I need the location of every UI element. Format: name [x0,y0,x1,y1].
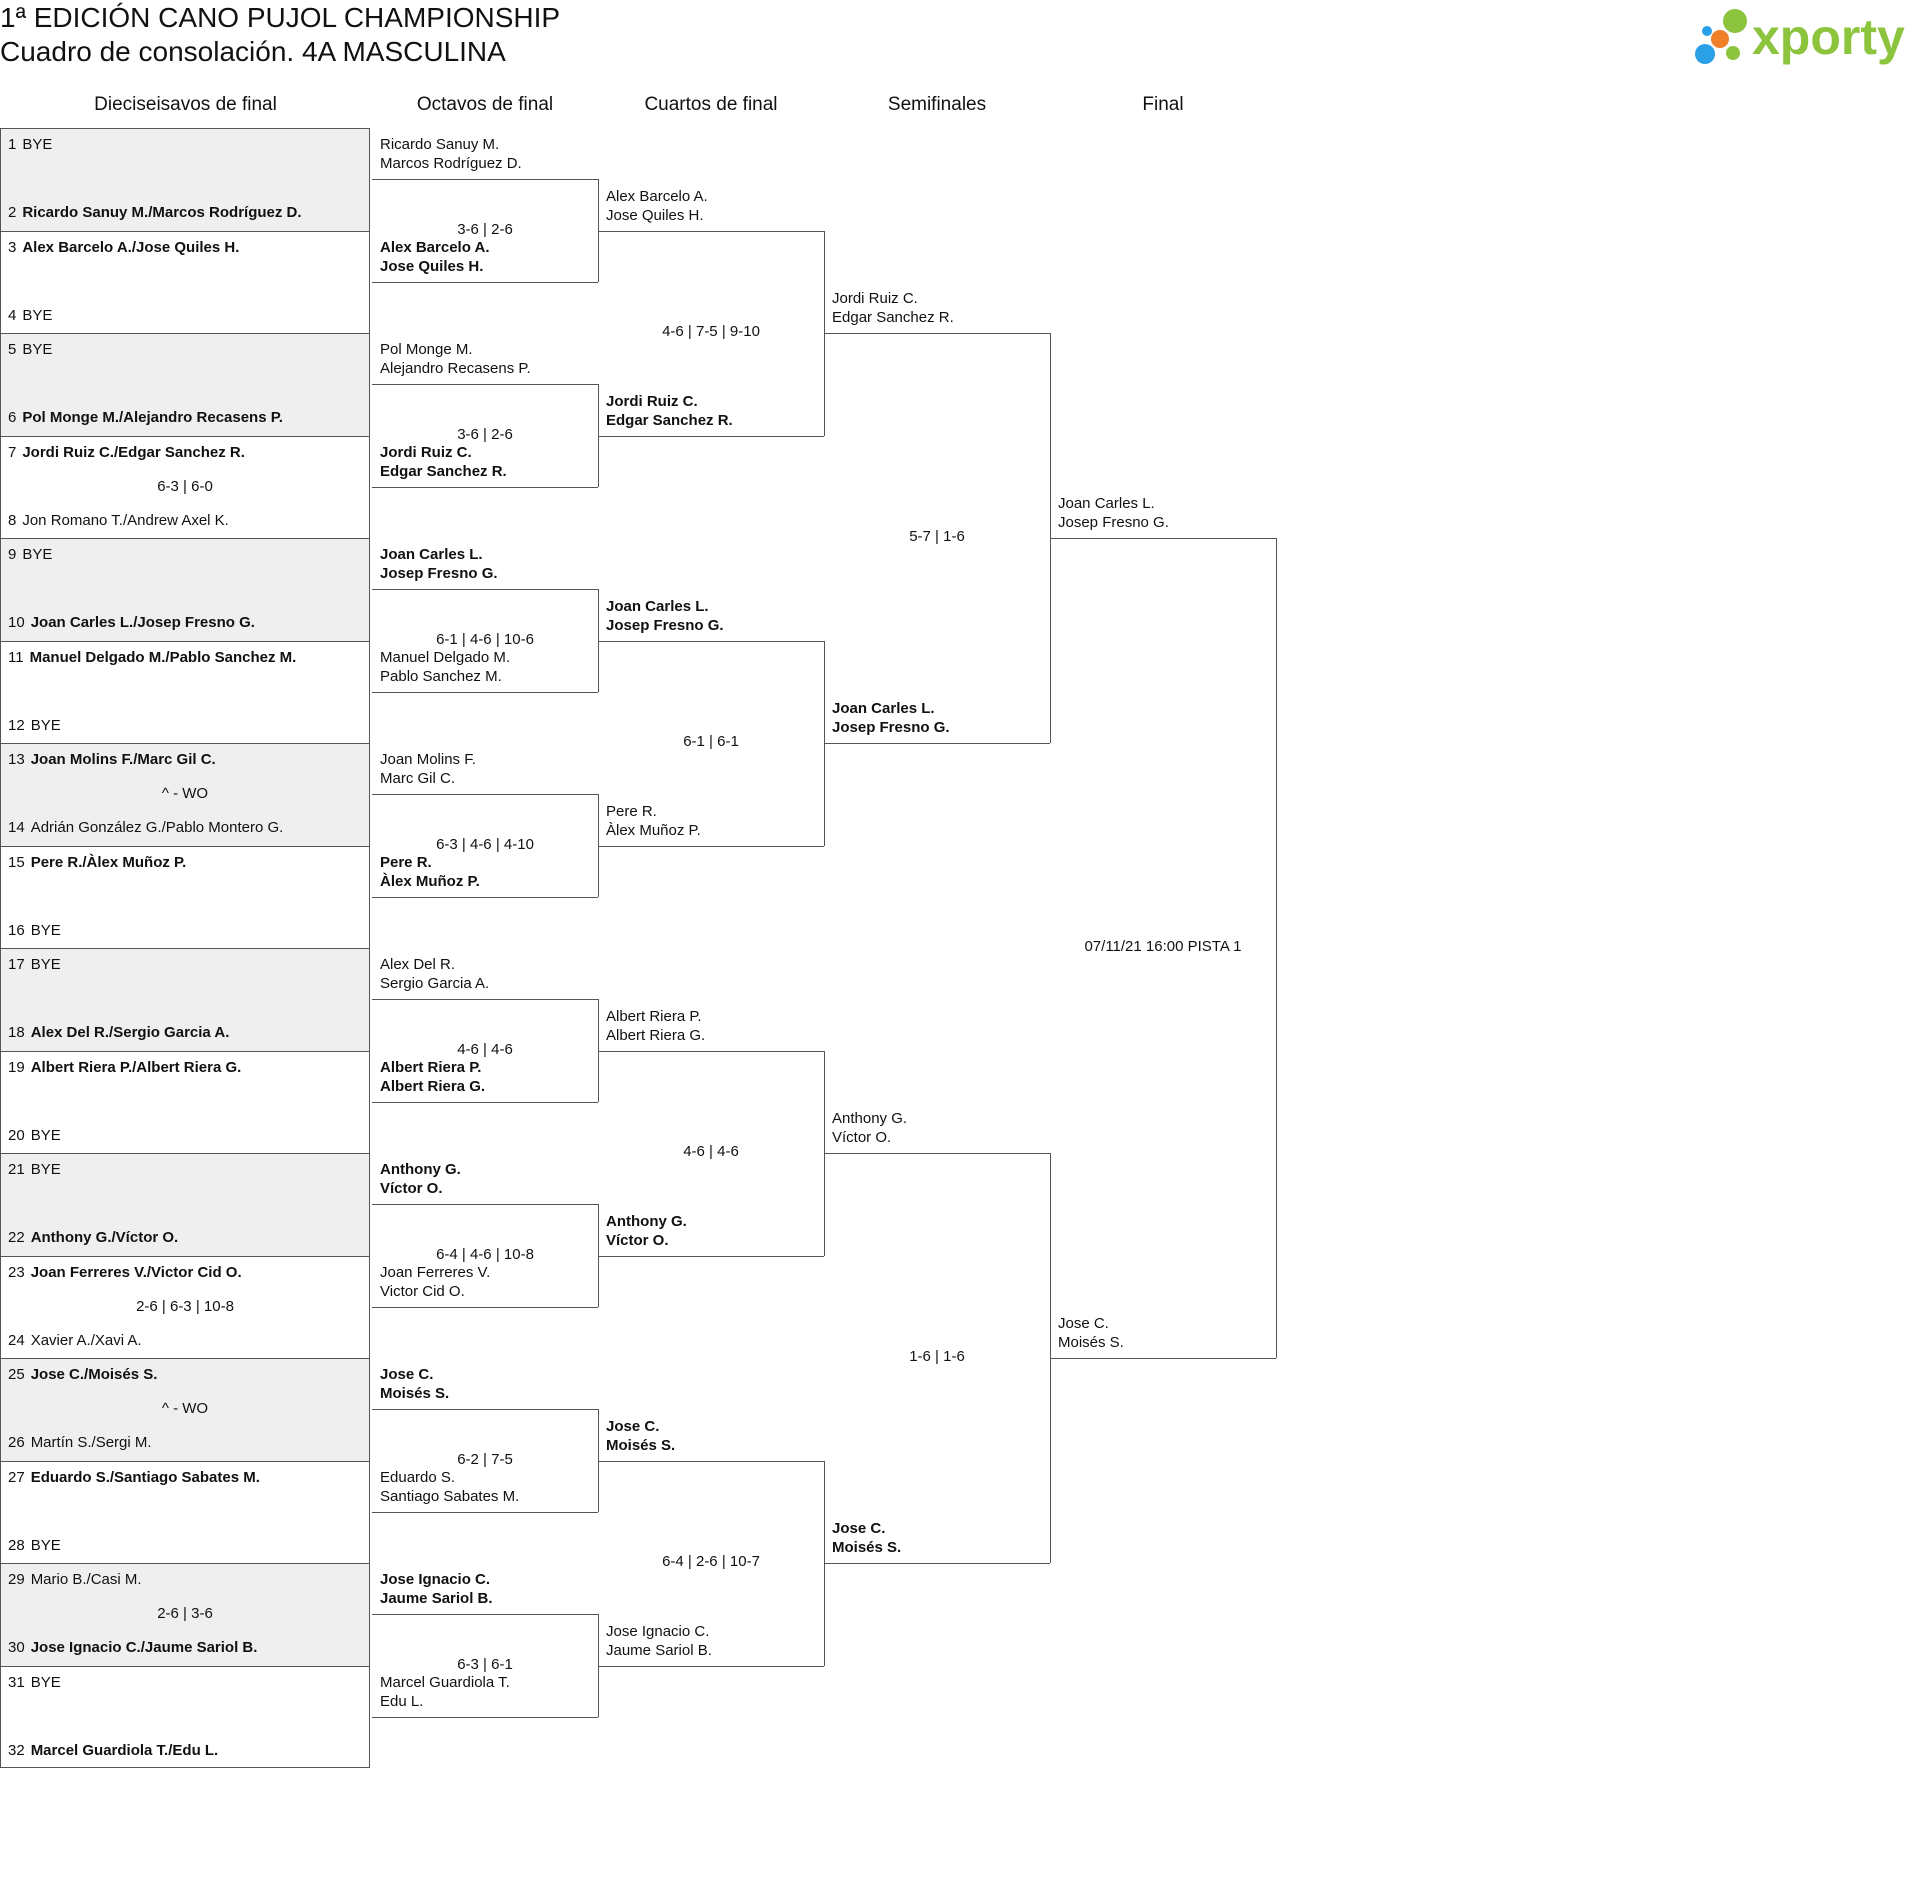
match-score: ^ - WO [161,1400,209,1417]
match-score: 5-7 | 1-6 [909,528,965,545]
seed-entry [8,1059,241,1077]
bracket-line [598,1461,824,1462]
seed-team-name: BYE [30,1536,61,1554]
participant-name: Josep Fresno G. [832,719,950,736]
seed-entry [8,649,296,667]
logo-text: xporty [1752,9,1905,65]
seed-entry [8,546,52,564]
participant-name: Joan Carles L. [832,700,935,717]
seed-entry [8,341,52,359]
seed-entry [8,1332,142,1350]
match-score: 4-6 | 4-6 [457,1040,513,1058]
participant-name: Alejandro Recasens P. [380,360,531,378]
seed-entry [8,1127,61,1145]
participant-name: Àlex Muñoz P. [380,872,480,890]
bracket-line [372,897,598,898]
match-score: 6-1 | 6-1 [683,733,739,750]
match-score: 2-6 | 6-3 | 10-8 [136,1297,234,1315]
seed-number: 24 [8,1331,25,1349]
bracket-line [598,1051,824,1052]
match-score: ^ - WO [161,785,209,802]
participant-name: Eduardo S. [380,1468,456,1486]
participant-name: Víctor O. [606,1231,669,1249]
seed-number: 15 [8,853,25,871]
participant-name: Josep Fresno G. [606,616,724,634]
round-heading: Semifinales [887,94,987,115]
match-score: 6-4 | 2-6 | 10-7 [662,1553,760,1570]
participant-name: Albert Riera P. [380,1058,482,1076]
seed-number: 27 [8,1468,25,1486]
seed-team-name: Martín S./Sergi M. [30,1434,152,1451]
participant-name: Alex Barcelo A. [606,187,708,205]
participant-name: Jose C. [606,1417,660,1435]
seed-entry [8,922,61,940]
seed-team-name: Alex Barcelo A./Jose Quiles H. [22,238,240,256]
participant-name: Jaume Sariol B. [606,1641,712,1659]
participant-name: Joan Carles L. [606,597,709,615]
seed-team-name: BYE [22,306,53,324]
participant-name: Jose C. [380,1366,434,1384]
participant-name: Marcel Guardiola T. [380,1673,510,1691]
participant-name: Albert Riera G. [606,1026,706,1044]
bracket-line [372,1409,598,1410]
seed-entry [8,444,245,462]
seed-number: 2 [8,204,17,221]
seed-team-name: Jon Romano T./Andrew Axel K. [22,511,229,529]
bracket-line [598,641,824,642]
seed-team-name: BYE [30,716,61,734]
seed-entry [8,1024,229,1042]
seed-team-name: BYE [30,921,61,939]
seed-team-name: Jordi Ruiz C./Edgar Sanchez R. [22,443,245,461]
seed-team-name: Alex Del R./Sergio Garcia A. [30,1024,230,1041]
seed-number: 8 [8,511,17,529]
participant-name: Alex Del R. [380,956,456,974]
participant-name: Jose Quiles H. [380,257,484,275]
seed-team-name: Mario B./Casi M. [30,1571,142,1588]
seed-number: 7 [8,443,17,461]
seed-entry [8,1571,142,1589]
bracket-line [372,282,598,283]
seed-team-name: Joan Ferreres V./Victor Cid O. [30,1263,242,1281]
match-score: 4-6 | 4-6 [683,1143,739,1160]
round-heading: Octavos de final [416,94,554,115]
match-score: 4-6 | 7-5 | 9-10 [662,323,760,340]
participant-name: Jose Ignacio C. [380,1571,491,1589]
participant-name: Joan Ferreres V. [380,1263,491,1281]
seed-team-name: BYE [30,1161,61,1178]
participant-name: Moisés S. [832,1539,902,1556]
participant-name: Alex Barcelo A. [380,238,490,256]
bracket-line [372,1512,598,1513]
match-score: 6-2 | 7-5 [457,1450,513,1468]
seed-number: 32 [8,1741,25,1759]
round-heading: Cuartos de final [644,94,778,115]
seed-entry [8,819,283,837]
round-heading: Final [1142,94,1184,115]
seed-entry [8,1469,260,1487]
participant-name: Pere R. [380,853,432,871]
bracket-line [1050,1358,1276,1359]
seed-team-name: Adrián González G./Pablo Montero G. [30,819,284,836]
seed-team-name: Joan Molins F./Marc Gil C. [30,751,216,768]
participant-name: Edgar Sanchez R. [832,309,954,326]
bracket-line [372,999,598,1000]
participant-name: Anthony G. [380,1161,461,1179]
seed-team-name: BYE [22,136,53,153]
participant-name: Joan Carles L. [1058,495,1155,512]
seed-number: 21 [8,1161,25,1178]
seed-number: 1 [8,136,17,153]
seed-entry [8,717,61,735]
participant-name: Jordi Ruiz C. [380,443,472,461]
seed-number: 19 [8,1058,25,1076]
seed-entry [8,751,216,769]
participant-name: Àlex Muñoz P. [606,821,701,839]
seed-number: 22 [8,1229,25,1246]
match-score: 3-6 | 2-6 [457,220,513,238]
participant-name: Santiago Sabates M. [380,1487,520,1505]
participant-name: Jaume Sariol B. [380,1590,493,1608]
match-score: 3-6 | 2-6 [457,425,513,443]
seed-number: 9 [8,546,17,563]
seed-entry [8,1161,61,1179]
participant-name: Moisés S. [1058,1334,1124,1351]
bracket-line [372,1102,598,1103]
seed-entry [8,1537,61,1555]
seed-entry [8,1366,157,1384]
participant-name: Anthony G. [832,1110,908,1127]
seed-number: 26 [8,1434,25,1451]
participant-name: Anthony G. [606,1212,687,1230]
page-title: 1ª EDICIÓN CANO PUJOL CHAMPIONSHIP [0,2,561,33]
participant-name: Pablo Sanchez M. [380,667,502,685]
seed-number: 30 [8,1639,25,1656]
seed-team-name: BYE [30,1126,61,1144]
seed-number: 25 [8,1366,25,1383]
seed-team-name: Pere R./Àlex Muñoz P. [30,853,187,871]
bracket-line [598,1256,824,1257]
seed-entry [8,239,239,257]
participant-name: Marcos Rodríguez D. [380,155,522,173]
seed-number: 13 [8,751,25,768]
participant-name: Sergio Garcia A. [380,975,490,993]
round-heading: Dieciseisavos de final [94,94,277,115]
seed-entry [8,614,255,632]
seed-entry [8,204,302,222]
seed-team-name: Xavier A./Xavi A. [30,1331,142,1349]
participant-name: Edu L. [380,1692,424,1710]
participant-name: Albert Riera G. [380,1077,486,1095]
match-score: 6-1 | 4-6 | 10-6 [436,630,534,648]
participant-name: Moisés S. [606,1436,676,1454]
bracket-line [1276,538,1277,1358]
bracket-line [598,436,824,437]
participant-name: Joan Molins F. [380,751,476,769]
seed-entry [8,1742,218,1760]
seed-team-name: Eduardo S./Santiago Sabates M. [30,1468,260,1486]
seed-team-name: BYE [30,1673,61,1691]
participant-name: Marc Gil C. [380,770,455,788]
participant-name: Jordi Ruiz C. [606,392,698,410]
bracket-line [372,692,598,693]
bracket-line [824,743,1050,744]
seed-entry [8,1434,152,1452]
participant-name: Victor Cid O. [380,1282,465,1300]
bracket-line [372,384,598,385]
seed-entry [8,1639,257,1657]
seed-number: 5 [8,341,17,358]
bracket-line [372,1614,598,1615]
participant-name: Edgar Sanchez R. [606,411,733,429]
seed-number: 11 [8,648,24,666]
participant-name: Edgar Sanchez R. [380,462,507,480]
seed-team-name: BYE [30,956,61,973]
participant-name: Joan Carles L. [380,546,483,564]
seed-number: 10 [8,614,25,631]
participant-name: Víctor O. [832,1129,892,1146]
participant-name: Albert Riera P. [606,1007,702,1025]
participant-name: Moisés S. [380,1385,450,1403]
bracket-line [372,1717,598,1718]
seed-team-name: Ricardo Sanuy M./Marcos Rodríguez D. [22,204,302,221]
bracket-line [372,794,598,795]
participant-name: Jose C. [832,1520,886,1537]
seed-team-name: Albert Riera P./Albert Riera G. [30,1058,242,1076]
bracket-line [372,487,598,488]
page-subtitle: Cuadro de consolación. 4A MASCULINA [0,36,506,67]
participant-name: Pere R. [606,802,657,820]
bracket-line [372,1307,598,1308]
seed-number: 31 [8,1673,25,1691]
seed-entry [8,409,283,427]
seed-entry [8,1229,178,1247]
seed-team-name: Anthony G./Víctor O. [30,1229,179,1246]
bracket-line [824,1153,1050,1154]
seed-number: 16 [8,921,25,939]
bracket-line [372,1204,598,1205]
seed-number: 20 [8,1126,25,1144]
seed-team-name: Jose Ignacio C./Jaume Sariol B. [30,1639,258,1656]
seed-number: 3 [8,238,17,256]
bracket-line [824,333,1050,334]
seed-team-name: Manuel Delgado M./Pablo Sanchez M. [29,648,297,666]
seed-number: 29 [8,1571,25,1588]
participant-name: Víctor O. [380,1180,443,1198]
seed-entry [8,854,186,872]
bracket-line [598,846,824,847]
participant-name: Jose Ignacio C. [606,1622,710,1640]
participant-name: Jose C. [1058,1315,1109,1332]
bracket-line [372,179,598,180]
seed-entry [8,956,61,974]
match-score: 6-3 | 6-1 [457,1655,513,1673]
seed-number: 4 [8,306,17,324]
seed-number: 6 [8,409,17,426]
participant-name: Josep Fresno G. [380,565,498,583]
bracket-line [598,231,824,232]
match-score: 6-3 | 6-0 [157,477,213,495]
participant-name: Ricardo Sanuy M. [380,136,500,154]
seed-number: 12 [8,716,25,734]
bracket-line [598,1666,824,1667]
seed-entry [8,512,229,530]
match-score: 6-3 | 4-6 | 4-10 [436,835,534,853]
seed-entry [8,1264,242,1282]
seed-team-name: BYE [22,341,53,358]
seed-entry [8,307,52,325]
participant-name: Josep Fresno G. [1058,514,1169,531]
match-score: 6-4 | 4-6 | 10-8 [436,1245,534,1263]
seed-team-name: Marcel Guardiola T./Edu L. [30,1741,219,1759]
seed-number: 23 [8,1263,25,1281]
bracket-line [372,589,598,590]
seed-number: 17 [8,956,25,973]
participant-name: Jordi Ruiz C. [832,290,918,307]
seed-entry [8,1674,61,1692]
match-score: 1-6 | 1-6 [909,1348,965,1365]
seed-number: 14 [8,819,25,836]
seed-number: 18 [8,1024,25,1041]
bracket-line [824,1563,1050,1564]
seed-number: 28 [8,1536,25,1554]
seed-entry [8,136,52,154]
seed-team-name: Joan Carles L./Josep Fresno G. [30,614,255,631]
seed-team-name: BYE [22,546,53,563]
participant-name: Pol Monge M. [380,341,473,359]
match-score: 2-6 | 3-6 [157,1605,213,1622]
seed-team-name: Jose C./Moisés S. [30,1366,158,1383]
participant-name: Manuel Delgado M. [380,648,511,666]
match-score: 07/11/21 16:00 PISTA 1 [1084,938,1242,955]
bracket-line [1050,538,1276,539]
participant-name: Jose Quiles H. [606,206,704,224]
seed-team-name: Pol Monge M./Alejandro Recasens P. [22,409,283,426]
